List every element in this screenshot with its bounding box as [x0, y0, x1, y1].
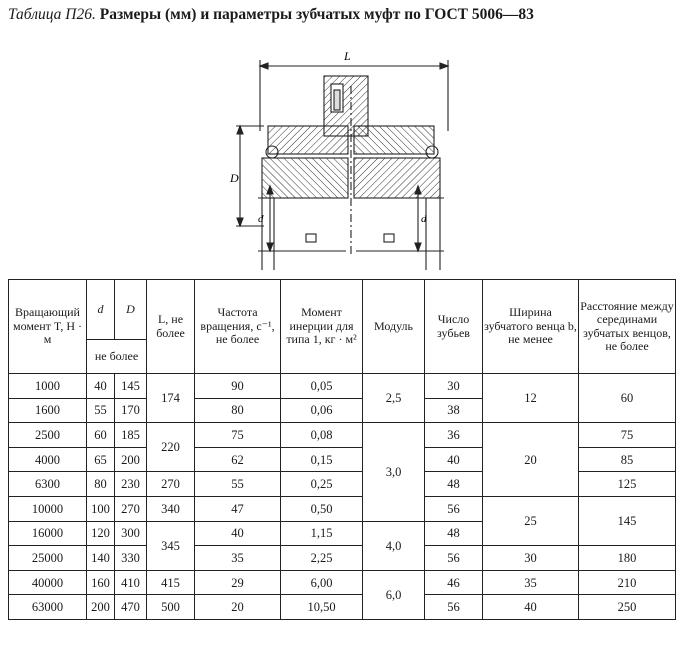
- label-d-left: d: [258, 213, 264, 225]
- cell-teeth: 40: [425, 447, 483, 472]
- header-width: Ширина зубчатого венца b, не менее: [483, 280, 579, 374]
- cell-speed: 62: [195, 447, 281, 472]
- cell-module: 3,0: [363, 423, 425, 521]
- cell-inertia: 0,50: [281, 496, 363, 521]
- table-row: [9, 570, 676, 595]
- cell-teeth: 48: [425, 472, 483, 497]
- cell-teeth: 30: [425, 374, 483, 399]
- table-row: [9, 546, 676, 571]
- cell-d: 55: [87, 398, 115, 423]
- cell-d: 65: [87, 447, 115, 472]
- cell-d: 120: [87, 521, 115, 546]
- table-row: [9, 496, 676, 521]
- cell-speed: 75: [195, 423, 281, 448]
- cell-d: 80: [87, 472, 115, 497]
- cell-D: 170: [115, 398, 147, 423]
- cell-teeth: 38: [425, 398, 483, 423]
- cell-inertia: 2,25: [281, 546, 363, 571]
- cell-torque: 40000: [9, 570, 87, 595]
- cell-inertia: 0,08: [281, 423, 363, 448]
- caption-text: Размеры (мм) и параметры зубчатых муфт по ГОСТ 5006—83: [99, 6, 534, 23]
- cell-distance: 250: [579, 595, 676, 620]
- cell-L: 415: [147, 570, 195, 595]
- caption-number: Таблица П26.: [8, 6, 96, 23]
- cell-distance: 145: [579, 496, 676, 545]
- table-row: [9, 374, 676, 399]
- cell-torque: 1000: [9, 374, 87, 399]
- cell-d: 140: [87, 546, 115, 571]
- header-teeth: Число зубьев: [425, 280, 483, 374]
- header-distance: Расстояние между серединами зубчатых венцов, не более: [579, 280, 676, 374]
- cell-teeth: 56: [425, 496, 483, 521]
- cell-module: 6,0: [363, 570, 425, 619]
- cell-width: 25: [483, 496, 579, 545]
- cell-d: 60: [87, 423, 115, 448]
- header-D: D: [115, 280, 147, 340]
- cell-torque: 6300: [9, 472, 87, 497]
- cell-d: 200: [87, 595, 115, 620]
- cell-L: 340: [147, 496, 195, 521]
- cell-teeth: 56: [425, 546, 483, 571]
- cell-speed: 47: [195, 496, 281, 521]
- cell-speed: 29: [195, 570, 281, 595]
- cell-width: 20: [483, 423, 579, 497]
- cell-speed: 20: [195, 595, 281, 620]
- cell-inertia: 0,15: [281, 447, 363, 472]
- header-d: d: [87, 280, 115, 340]
- cell-distance: 85: [579, 447, 676, 472]
- cell-d: 40: [87, 374, 115, 399]
- coupling-table: [8, 279, 676, 620]
- header-module: Модуль: [363, 280, 425, 374]
- cell-speed: 35: [195, 546, 281, 571]
- cell-D: 410: [115, 570, 147, 595]
- cell-distance: 125: [579, 472, 676, 497]
- cell-speed: 40: [195, 521, 281, 546]
- cell-width: 12: [483, 374, 579, 423]
- cell-L: 345: [147, 521, 195, 570]
- cell-D: 145: [115, 374, 147, 399]
- cell-width: 40: [483, 595, 579, 620]
- cell-speed: 90: [195, 374, 281, 399]
- header-speed: Частота вращения, с⁻¹, не более: [195, 280, 281, 374]
- cell-D: 200: [115, 447, 147, 472]
- cell-torque: 63000: [9, 595, 87, 620]
- cell-torque: 10000: [9, 496, 87, 521]
- cell-torque: 1600: [9, 398, 87, 423]
- cell-torque: 2500: [9, 423, 87, 448]
- label-L: L: [344, 49, 351, 63]
- cell-D: 270: [115, 496, 147, 521]
- cell-L: 220: [147, 423, 195, 472]
- cell-inertia: 10,50: [281, 595, 363, 620]
- header-inertia: Момент инерции для типа 1, кг · м²: [281, 280, 363, 374]
- cell-inertia: 0,05: [281, 374, 363, 399]
- cell-distance: 75: [579, 423, 676, 448]
- cell-inertia: 0,06: [281, 398, 363, 423]
- cell-L: 174: [147, 374, 195, 423]
- cell-d: 160: [87, 570, 115, 595]
- header-torque: Вращающий момент T, Н · м: [9, 280, 87, 374]
- coupling-drawing: [228, 46, 474, 270]
- cell-distance: 60: [579, 374, 676, 423]
- cell-D: 300: [115, 521, 147, 546]
- header-not-more: не более: [87, 340, 147, 374]
- cell-teeth: 46: [425, 570, 483, 595]
- cell-torque: 25000: [9, 546, 87, 571]
- cell-torque: 16000: [9, 521, 87, 546]
- label-d-right: d: [421, 213, 427, 225]
- cell-width: 30: [483, 546, 579, 571]
- cell-speed: 55: [195, 472, 281, 497]
- cell-distance: 210: [579, 570, 676, 595]
- cell-L: 500: [147, 595, 195, 620]
- cell-module: 2,5: [363, 374, 425, 423]
- table-row: [9, 423, 676, 448]
- table-row: [9, 595, 676, 620]
- cell-D: 470: [115, 595, 147, 620]
- cell-torque: 4000: [9, 447, 87, 472]
- cell-d: 100: [87, 496, 115, 521]
- cell-teeth: 48: [425, 521, 483, 546]
- cell-teeth: 56: [425, 595, 483, 620]
- cell-width: 35: [483, 570, 579, 595]
- cell-inertia: 6,00: [281, 570, 363, 595]
- cell-speed: 80: [195, 398, 281, 423]
- label-D: D: [230, 171, 239, 185]
- table-caption: [8, 6, 534, 24]
- cell-inertia: 1,15: [281, 521, 363, 546]
- cell-teeth: 36: [425, 423, 483, 448]
- cell-module: 4,0: [363, 521, 425, 570]
- cell-distance: 180: [579, 546, 676, 571]
- cell-L: 270: [147, 472, 195, 497]
- cell-D: 330: [115, 546, 147, 571]
- header-L: L, не более: [147, 280, 195, 374]
- cell-D: 185: [115, 423, 147, 448]
- cell-inertia: 0,25: [281, 472, 363, 497]
- cell-D: 230: [115, 472, 147, 497]
